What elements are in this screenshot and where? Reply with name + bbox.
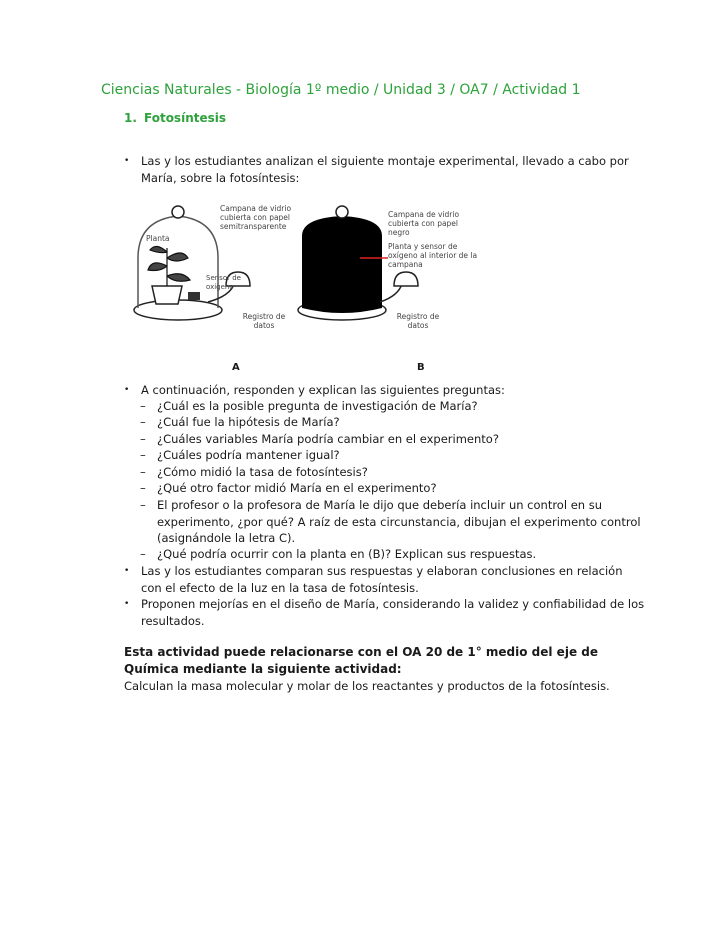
- dash-icon: –: [140, 448, 146, 462]
- question-text: ¿Cuáles variables María podría cambiar en el experimento?: [157, 432, 499, 446]
- dash-icon: –: [140, 432, 146, 446]
- bullet-icon: •: [124, 385, 130, 395]
- label-a-plant: Planta: [146, 234, 170, 243]
- label-b-bell: Campana de vidrio cubierta con papel negro: [388, 210, 460, 237]
- bullet-text: A continuación, responden y explican las siguientes preguntas:: [141, 383, 505, 397]
- black-bell-icon: [302, 216, 382, 313]
- link-note: Esta actividad puede relacionarse con el OA 20 de 1° medio del eje de Química mediante la siguiente actividad:: [124, 645, 598, 676]
- dash-icon: –: [140, 399, 146, 413]
- dash-icon: –: [140, 547, 146, 561]
- question-text: ¿Cómo midió la tasa de fotosíntesis?: [157, 465, 368, 479]
- page-header: Ciencias Naturales - Biología 1º medio / Unidad 3 / OA7 / Actividad 1: [101, 82, 581, 98]
- dash-icon: –: [140, 465, 146, 479]
- bullet-text: Las y los estudiantes comparan sus respuestas y elaboran conclusiones en relación con el efecto de la luz en la tasa de fotosíntesis.: [141, 564, 623, 595]
- question-text: El profesor o la profesora de María le dijo que debería incluir un control en su experimento, ¿por qué? A raíz de esta circunstancia, dibujan el experimento control (asignándole la letra C).: [157, 498, 641, 545]
- experiment-figure: [130, 196, 500, 376]
- data-logger-icon: [394, 272, 418, 286]
- section-title-text: Fotosíntesis: [144, 111, 227, 125]
- section-number: 1.: [124, 111, 137, 125]
- pot-icon: [152, 286, 182, 304]
- bell-knob-icon: [172, 206, 184, 218]
- bell-knob-icon: [336, 206, 348, 218]
- dash-icon: –: [140, 498, 146, 512]
- dash-icon: –: [140, 481, 146, 495]
- oxygen-sensor-icon: [188, 292, 200, 300]
- bullet-icon: •: [124, 566, 130, 576]
- label-b-recorder: Registro de datos: [396, 312, 440, 330]
- link-activity: Calculan la masa molecular y molar de los reactantes y productos de la fotosíntesis.: [124, 679, 610, 693]
- question-text: ¿Cuál fue la hipótesis de María?: [157, 415, 340, 429]
- dash-icon: –: [140, 415, 146, 429]
- plant-icon: [148, 246, 190, 286]
- bullet-icon: •: [124, 599, 130, 609]
- bullet-text: Proponen mejorías en el diseño de María, considerando la validez y confiabilidad de los resultados.: [141, 597, 645, 628]
- intro-text: Las y los estudiantes analizan el siguiente montaje experimental, llevado a cabo por María, sobre la fotosíntesis:: [141, 154, 629, 185]
- section-title: [124, 111, 226, 125]
- label-a-letter: A: [232, 362, 240, 373]
- label-a-sensor: Sensor de oxígeno: [206, 274, 241, 291]
- question-text: ¿Qué otro factor midió María en el experimento?: [157, 481, 437, 495]
- label-a-recorder: Registro de datos: [242, 312, 286, 330]
- question-text: ¿Cuáles podría mantener igual?: [157, 448, 340, 462]
- bullet-icon: •: [124, 156, 130, 166]
- label-a-bell: Campana de vidrio cubierta con papel semitransparente: [220, 204, 292, 231]
- question-text: ¿Qué podría ocurrir con la planta en (B)? Explican sus respuestas.: [157, 547, 537, 561]
- label-b-plant: Planta y sensor de oxígeno al interior de la campana: [388, 242, 478, 269]
- label-b-letter: B: [417, 362, 425, 373]
- question-text: ¿Cuál es la posible pregunta de investigación de María?: [157, 399, 478, 413]
